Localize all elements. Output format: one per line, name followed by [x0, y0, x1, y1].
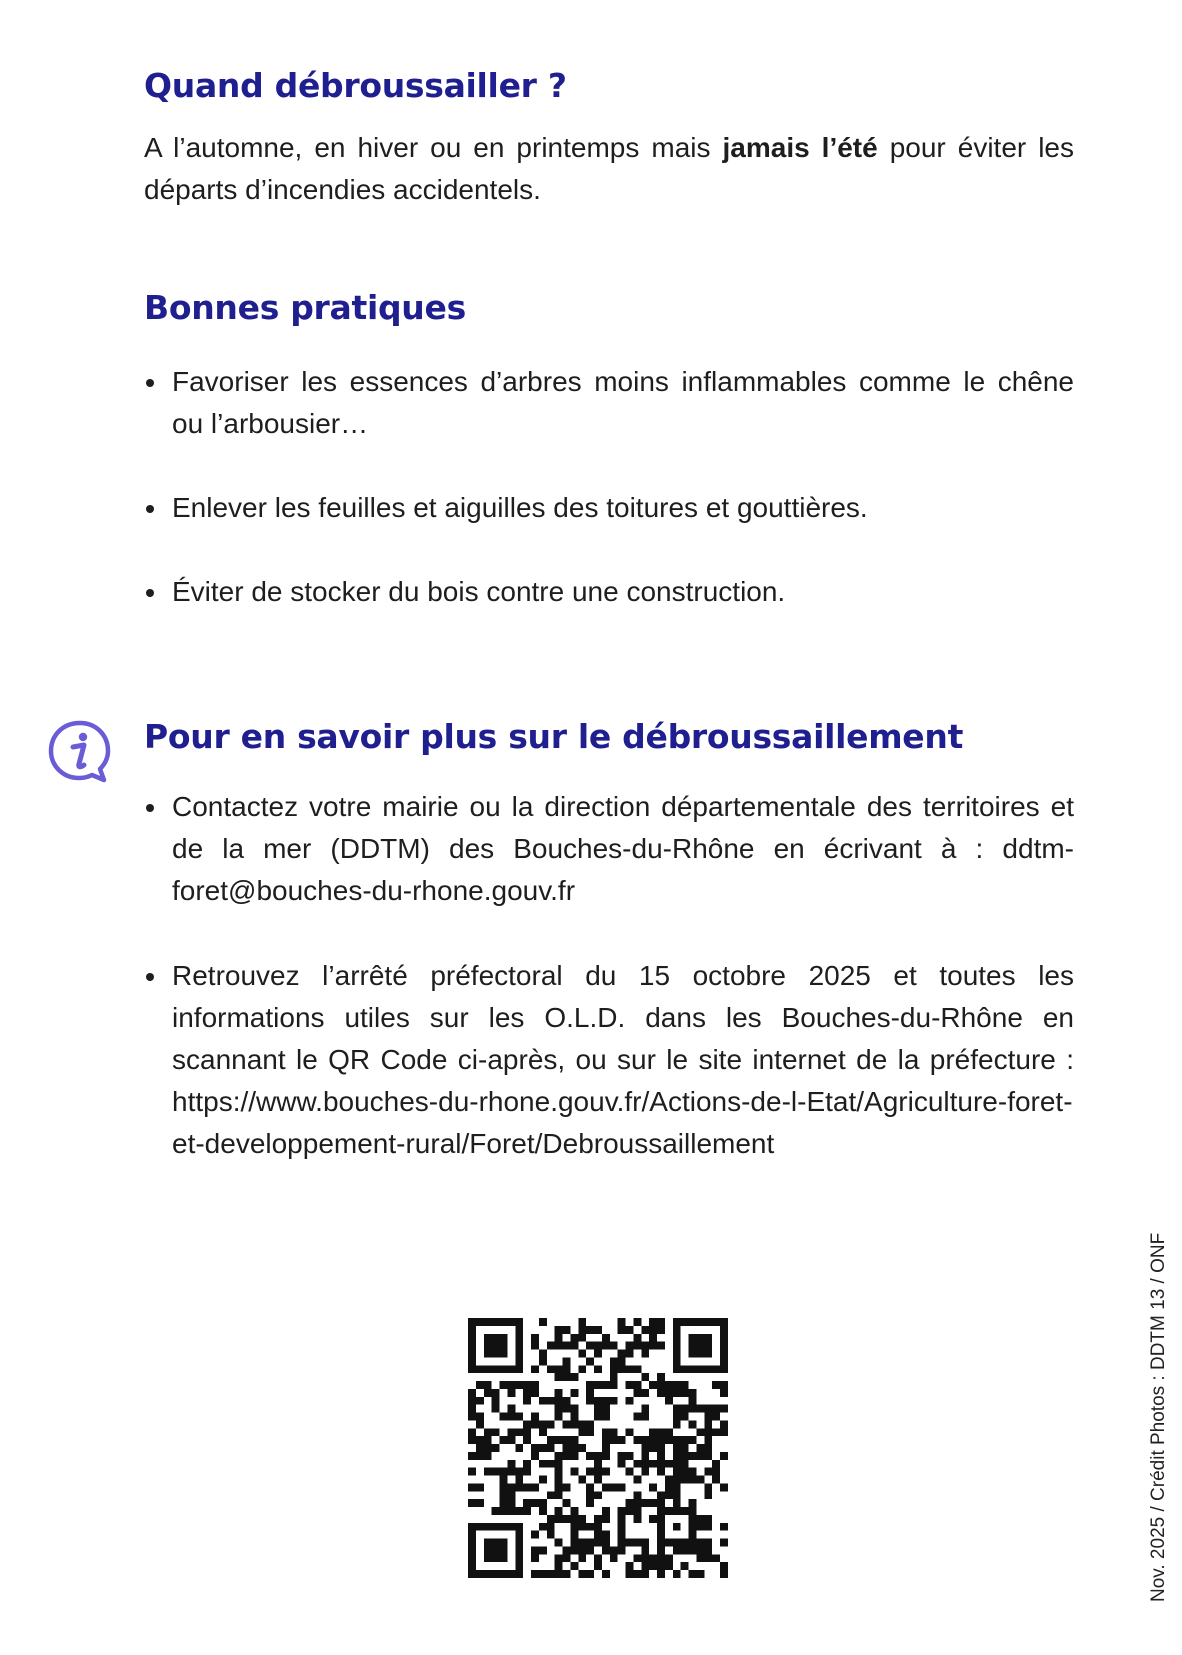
section-title-when: Quand débroussailler ?	[144, 66, 567, 105]
info-list	[144, 955, 1074, 1165]
section-title-more-info: Pour en savoir plus sur le débroussaillement	[144, 717, 964, 756]
list-item: Éviter de stocker du bois contre une construction.	[144, 571, 1074, 613]
list-item: Favoriser les essences d’arbres moins inflammables comme le chêne ou l’arbousier…	[144, 361, 1074, 445]
when-text-bold: jamais l’été	[722, 132, 878, 163]
practices-list	[144, 361, 1074, 445]
photo-credit: Nov. 2025 / Crédit Photos : DDTM 13 / ONF	[1148, 1232, 1169, 1602]
info-speech-bubble-icon	[46, 718, 114, 786]
list-item: Contactez votre mairie ou la direction départementale des territoires et de la mer (DDTM) des Bouches-du-Rhône en écrivant à : ddtm-foret@bouches-du-rhone.gouv.fr	[144, 786, 1074, 912]
when-text-end: pour éviter les départs d’incendies accidentels.	[144, 132, 1075, 205]
when-text-start: A l’automne, en hiver ou en printemps mais	[144, 132, 723, 163]
qr-code[interactable]	[468, 1318, 728, 1578]
info-list	[144, 786, 1074, 912]
list-item: Retrouvez l’arrêté préfectoral du 15 octobre 2025 et toutes les informations utiles sur les O.L.D. dans les Bouches-du-Rhône en scannant le QR Code ci-après, ou sur le site internet de la préfecture : https://www.bouches-du-rhone.gouv.fr/Actions-de-l-Etat/Agriculture-foret-et-developpement-rural/Foret/Debroussaillement	[144, 955, 1074, 1165]
practices-list	[144, 487, 1074, 529]
when-paragraph	[144, 127, 1074, 211]
list-item: Enlever les feuilles et aiguilles des toitures et gouttières.	[144, 487, 1074, 529]
section-title-practices: Bonnes pratiques	[144, 288, 466, 327]
practices-list	[144, 571, 1074, 613]
